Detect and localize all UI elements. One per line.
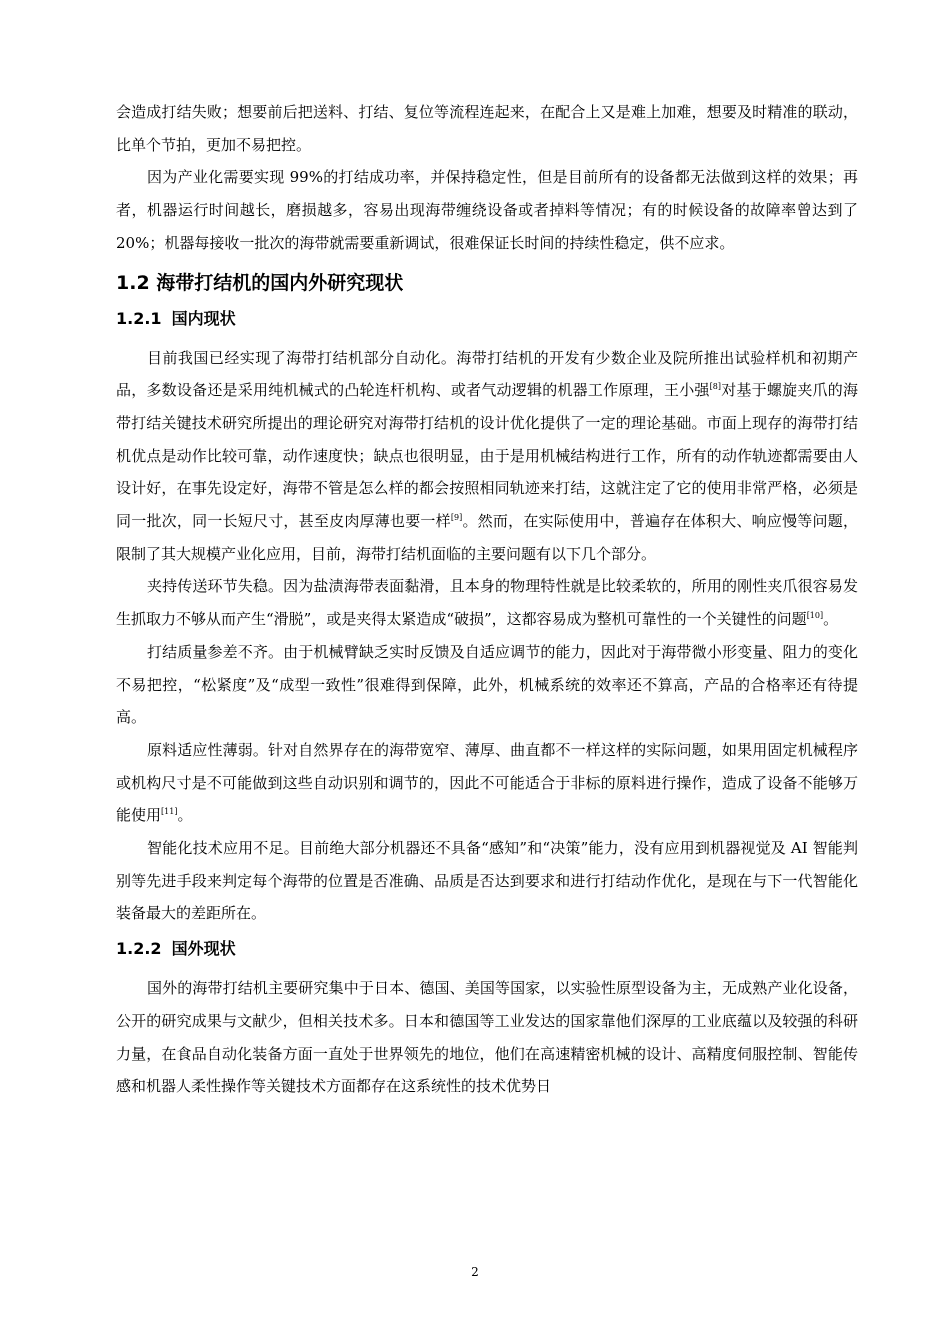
citation-ref: [11] <box>161 807 178 817</box>
subsection-title: 国外现状 <box>171 939 236 959</box>
citation-ref: [10] <box>806 611 824 621</box>
text-run: 目前我国已经实现了海带打结机部分自动化。海带打结机的开发有少数企业及院所推出试验样机和初期产品，多数设备还是采用纯机械式的凸轮连杆机构、或者气动逻辑的机器工作原理，王小强 <box>116 348 858 400</box>
paragraph-continued: 会造成打结失败；想要前后把送料、打结、复位等流程连起来，在配合上又是难上加难，想要及时精准的联动，比单个节拍，更加不易把控。 <box>116 103 858 154</box>
paragraph-intelligence-gap: 智能化技术应用不足。目前绝大部分机器还不具备“感知”和“决策”能力，没有应用到机器视觉及 AI 智能判别等先进手段来判定每个海带的位置是否准确、品质是否达到要求和进行打结动作优化，是现在与下一代智能化装备最大的差距所在。 <box>116 839 858 923</box>
paragraph-foreign-overview: 国外的海带打结机主要研究集中于日本、德国、美国等国家，以实验性原型设备为主，无成熟产业化设备，公开的研究成果与文献少，但相关技术多。日本和德国等工业发达的国家靠他们深厚的工业底蕴以及较强的科研力量，在食品自动化装备方面一直处于世界领先的地位，他们在高速精密机械的设计、高精度伺服控制、智能传感和机器人柔性操作等关键技术方面都存在这系统性的技术优势日 <box>116 979 858 1096</box>
paragraph-knot-quality: 打结质量参差不齐。由于机械臂缺乏实时反馈及自适应调节的能力，因此对于海带微小形变量、阻力的变化不易把控，“松紧度”及“成型一致性”很难得到保障，此外，机械系统的效率还不算高，产品的合格率还有待提高。 <box>116 642 858 727</box>
text-run: 对基于螺旋夹爪的海带打结关键技术研究所提出的理论研究对海带打结机的设计优化提供了一定的理论基础。市面上现存的海带打结机优点是动作比较可靠，动作速度快；缺点也很明显，由于是用机械结构进行工作，所有的动作轨迹都需要由人设计好，在事先设定好，海带不管是怎么样的都会按照相同轨迹来打结，这就注定了它的使用非常严格，必须是同一批次，同一长短尺寸，甚至皮肉厚薄也要一样 <box>116 381 858 531</box>
paragraph-industrialization: 因为产业化需要实现 99%的打结成功率，并保持稳定性，但是目前所有的设备都无法做到这样的效果；再者，机器运行时间越长，磨损越多，容易出现海带缠绕设备或者掉料等情况；有的时候设备的故障率曾达到了 20%；机器每接收一批次的海带就需要重新调试，很难保证长时间的持续性稳定，供不应求。 <box>116 168 858 252</box>
text-run: 。 <box>177 806 193 825</box>
paragraph-domestic-overview <box>116 342 858 571</box>
text-run: 原料适应性薄弱。针对自然界存在的海带宽窄、薄厚、曲直都不一样这样的实际问题，如果用固定机械程序或机构尺寸是不可能做到这些自动识别和调节的，因此不可能适合于非标的原料进行操作，造成了设备不能够万能使用 <box>116 740 858 825</box>
subsection-heading-foreign <box>116 932 858 966</box>
page-body <box>116 96 858 1103</box>
subsection-title: 国内现状 <box>171 308 236 328</box>
text-run: 。然而，在实际使用中，普遍存在体积大、响应慢等问题，限制了其大规模产业化应用，目前，海带打结机面临的主要问题有以下几个部分。 <box>116 512 858 563</box>
subsection-number: 1.2.2 <box>116 939 162 959</box>
page-number: 2 <box>471 1265 479 1279</box>
paragraph-material-adaptability <box>116 734 858 832</box>
subsection-number: 1.2.1 <box>116 308 162 328</box>
citation-ref: [9] <box>450 513 463 523</box>
text-run: 。 <box>823 610 839 629</box>
citation-ref: [8] <box>709 382 721 392</box>
section-heading: 1.2 海带打结机的国内外研究现状 <box>116 271 404 294</box>
text-run: 夹持传送环节失稳。因为盐渍海带表面黏滑，且本身的物理特性就是比较柔软的，所用的刚性夹爪很容易发生抓取力不够从而产生“滑脱”，或是夹得太紧造成“破损”，这都容易成为整机可靠性的一个关键性的问题 <box>116 577 858 629</box>
paragraph-clamping-issue <box>116 570 858 635</box>
subsection-heading-domestic <box>116 302 858 336</box>
